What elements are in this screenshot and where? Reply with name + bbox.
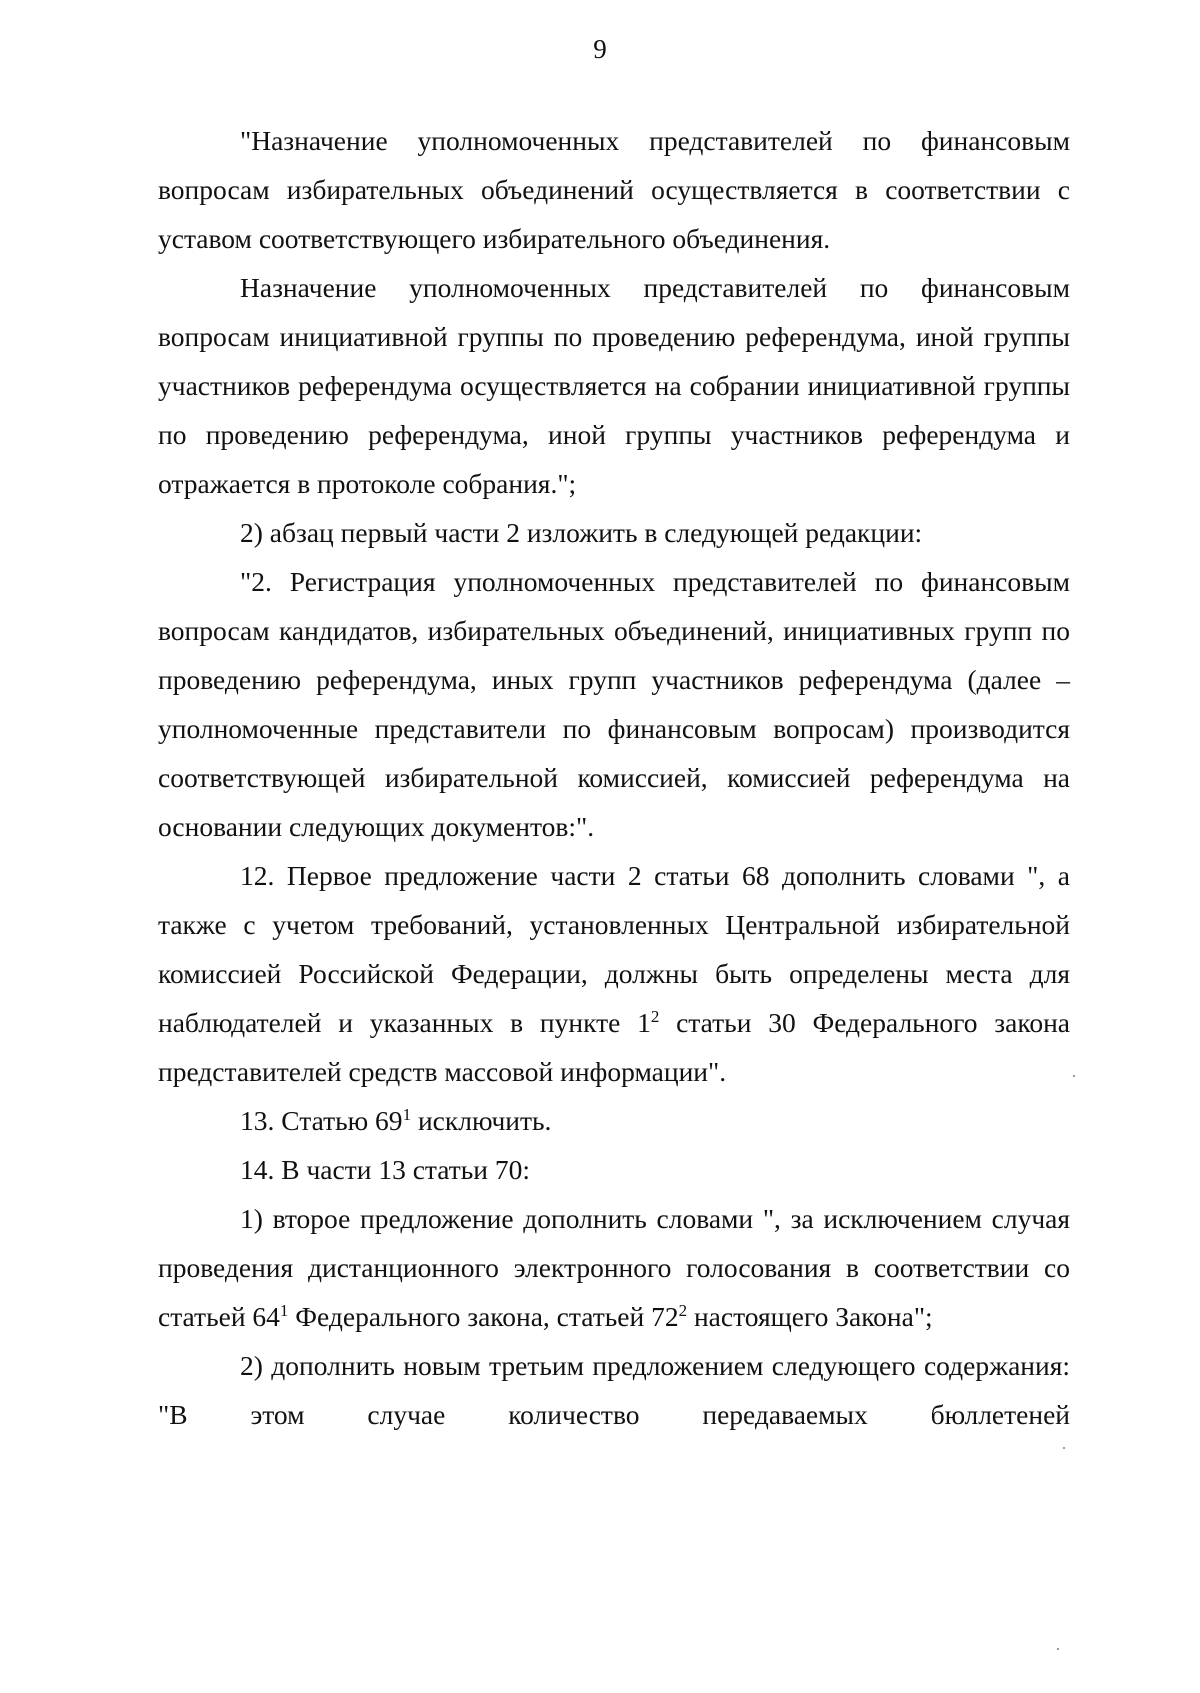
paragraph-item-1-text-b: Федерального закона, статьей 72 [288,1301,679,1332]
superscript: 2 [678,1301,688,1320]
superscript: 2 [650,1007,660,1026]
paragraph-article-12 [158,851,1070,1096]
paragraph-item-2-intro: 2) абзац первый части 2 изложить в следующей редакции: [240,517,923,548]
paragraph-item-1-text-c: настоящего Закона"; [687,1301,933,1332]
paragraph-appointment-electoral-associations: "Назначение уполномоченных представителей по финансовым вопросам избирательных объединений осуществляется в соответствии с уставом соответствующего избирательного объединения. [158,125,1070,254]
paragraph-article-12-text-b: статьи 30 Федерального закона представителей средств массовой информации". [158,1007,1071,1087]
document-body [158,116,1070,1439]
paragraph-article-12-text-a: 12. Первое предложение части 2 статьи 68 дополнить словами ", а также с учетом требований, установленных Центральной избирательной комиссией Российской Федерации, должны быть определены места для наблюдателей и указанных в пункте 1 [158,860,1070,1038]
scan-speck [1063,1447,1065,1449]
superscript: 1 [279,1301,289,1320]
paragraph-article-13 [158,1096,1070,1145]
paragraph-item-1-text-a: 1) второе предложение дополнить словами ", за исключением случая проведения дистанционного электронного голосования в соответствии со статьей 64 [158,1203,1070,1332]
paragraph-item-2-addition: 2) дополнить новым третьим предложением следующего содержания: "В этом случае количество передаваемых бюллетеней [158,1350,1070,1430]
paragraph-appointment-initiative-group: Назначение уполномоченных представителей по финансовым вопросам инициативной группы по проведению референдума, иной группы участников референдума осуществляется на собрании инициативной группы по проведению референдума, иной группы участников референдума и отражается в протоколе собрания."; [158,272,1070,499]
superscript: 1 [402,1105,412,1124]
paragraph-item-1 [158,1194,1070,1341]
paragraph-registration: "2. Регистрация уполномоченных представителей по финансовым вопросам кандидатов, избирательных объединений, инициативных групп по проведению референдума, иных групп участников референдума (далее – уполномоченные представители по финансовым вопросам) производится соответствующей избирательной комиссией, комиссией референдума на основании следующих документов:". [158,566,1070,842]
paragraph-article-14: 14. В части 13 статьи 70: [240,1154,531,1185]
paragraph-article-13-text-a: 13. Статью 69 [240,1105,403,1136]
scan-speck [1057,1648,1059,1650]
page-number: 9 [593,34,607,64]
paragraph-article-13-text-b: исключить. [411,1105,552,1136]
scan-speck [1073,1075,1075,1077]
